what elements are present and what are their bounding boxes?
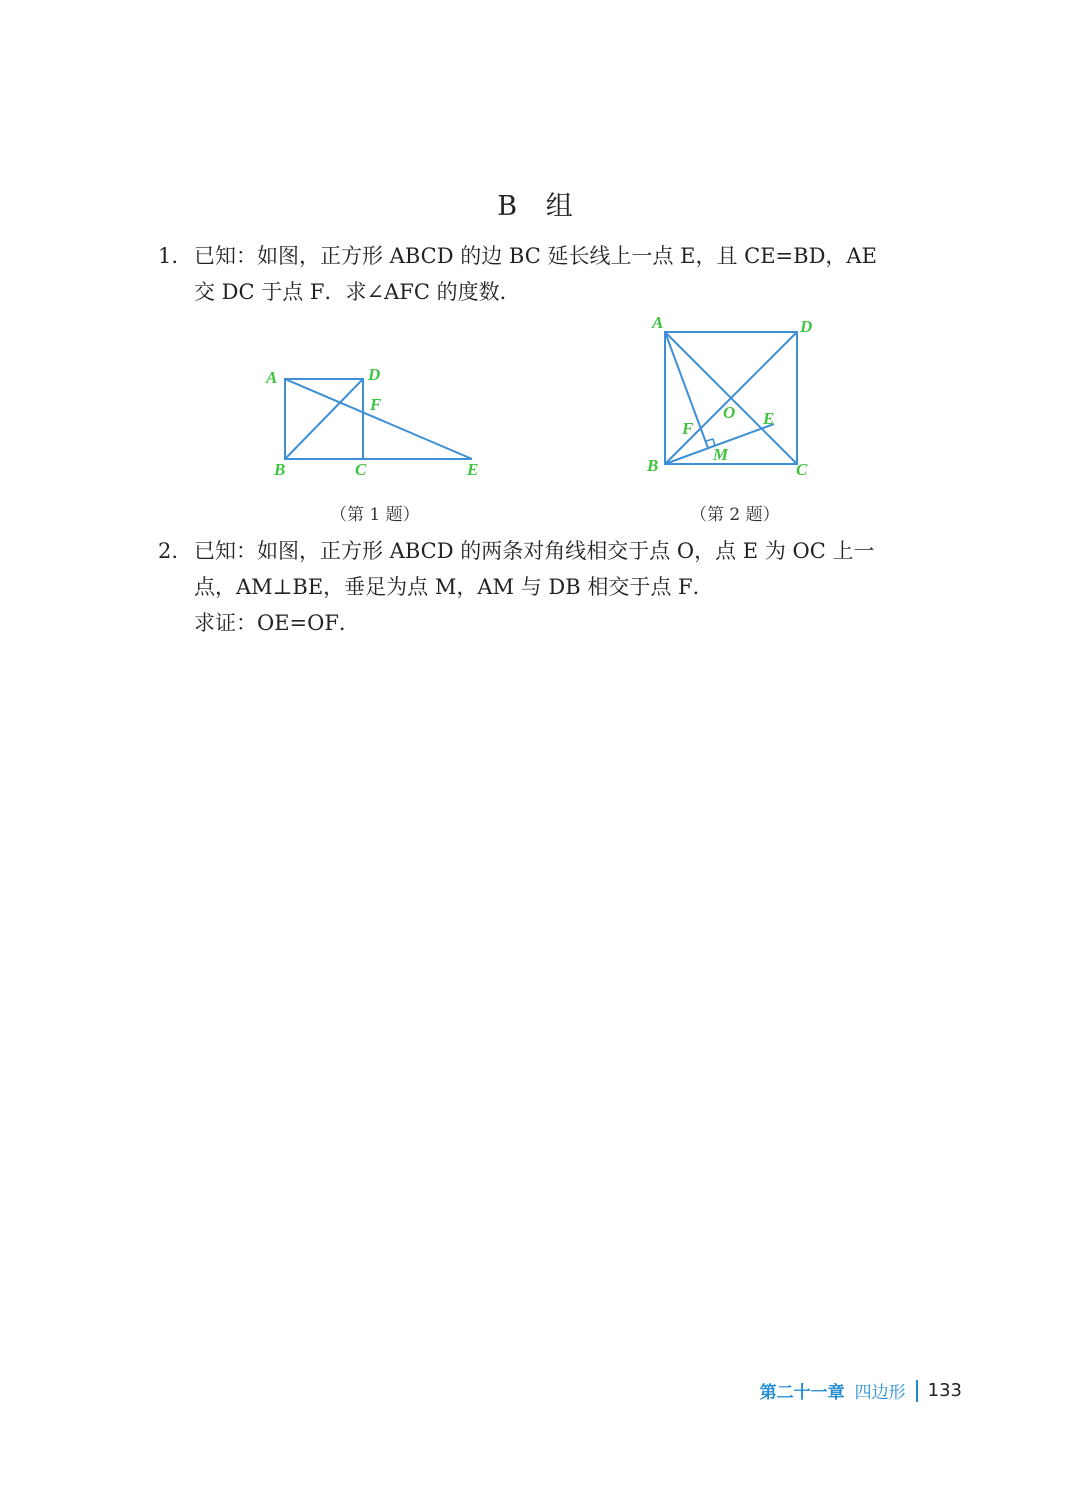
chapter-label: 第二十一章 [759,1383,845,1403]
label-f: F [682,419,694,438]
page-number: 133 [927,1380,962,1401]
label-a: A [266,368,278,387]
label-c: C [355,460,367,479]
label-c: C [796,460,808,479]
figure-1-diagram [260,360,500,490]
figure-2-diagram [640,310,840,485]
label-a: A [652,313,664,332]
problem-text-line: 已知：如图，正方形 ABCD 的边 BC 延长线上一点 E，且 CE=BD，AE [194,244,877,268]
label-e: E [763,409,775,428]
problem-1 [158,238,938,310]
footer-divider [916,1380,918,1402]
diagonal-bd [285,379,363,459]
figure-1-caption: （第 1 题） [330,505,420,525]
figure-2-caption: （第 2 题） [690,505,780,525]
label-d: D [800,317,813,336]
label-f: F [370,395,382,414]
label-d: D [368,365,381,384]
label-m: M [713,445,729,464]
line-ae [285,379,472,459]
label-b: B [274,460,286,479]
problem-text-line: 交 DC 于点 F．求∠AFC 的度数． [194,280,521,304]
problem-text-line: 已知：如图，正方形 ABCD 的两条对角线相交于点 O，点 E 为 OC 上一 [194,539,875,563]
page-footer [760,1378,962,1403]
label-e: E [467,460,479,479]
section-title: B 组 [497,191,583,222]
label-o: O [723,403,736,422]
problem-number: 1. [158,244,179,268]
problem-number: 2. [158,539,179,563]
label-b: B [647,456,659,475]
problem-2 [158,533,938,641]
problem-text-line: 求证：OE=OF． [194,611,360,635]
problem-text-line: 点，AM⊥BE，垂足为点 M，AM 与 DB 相交于点 F． [194,575,714,599]
chapter-title: 四边形 [854,1383,906,1403]
